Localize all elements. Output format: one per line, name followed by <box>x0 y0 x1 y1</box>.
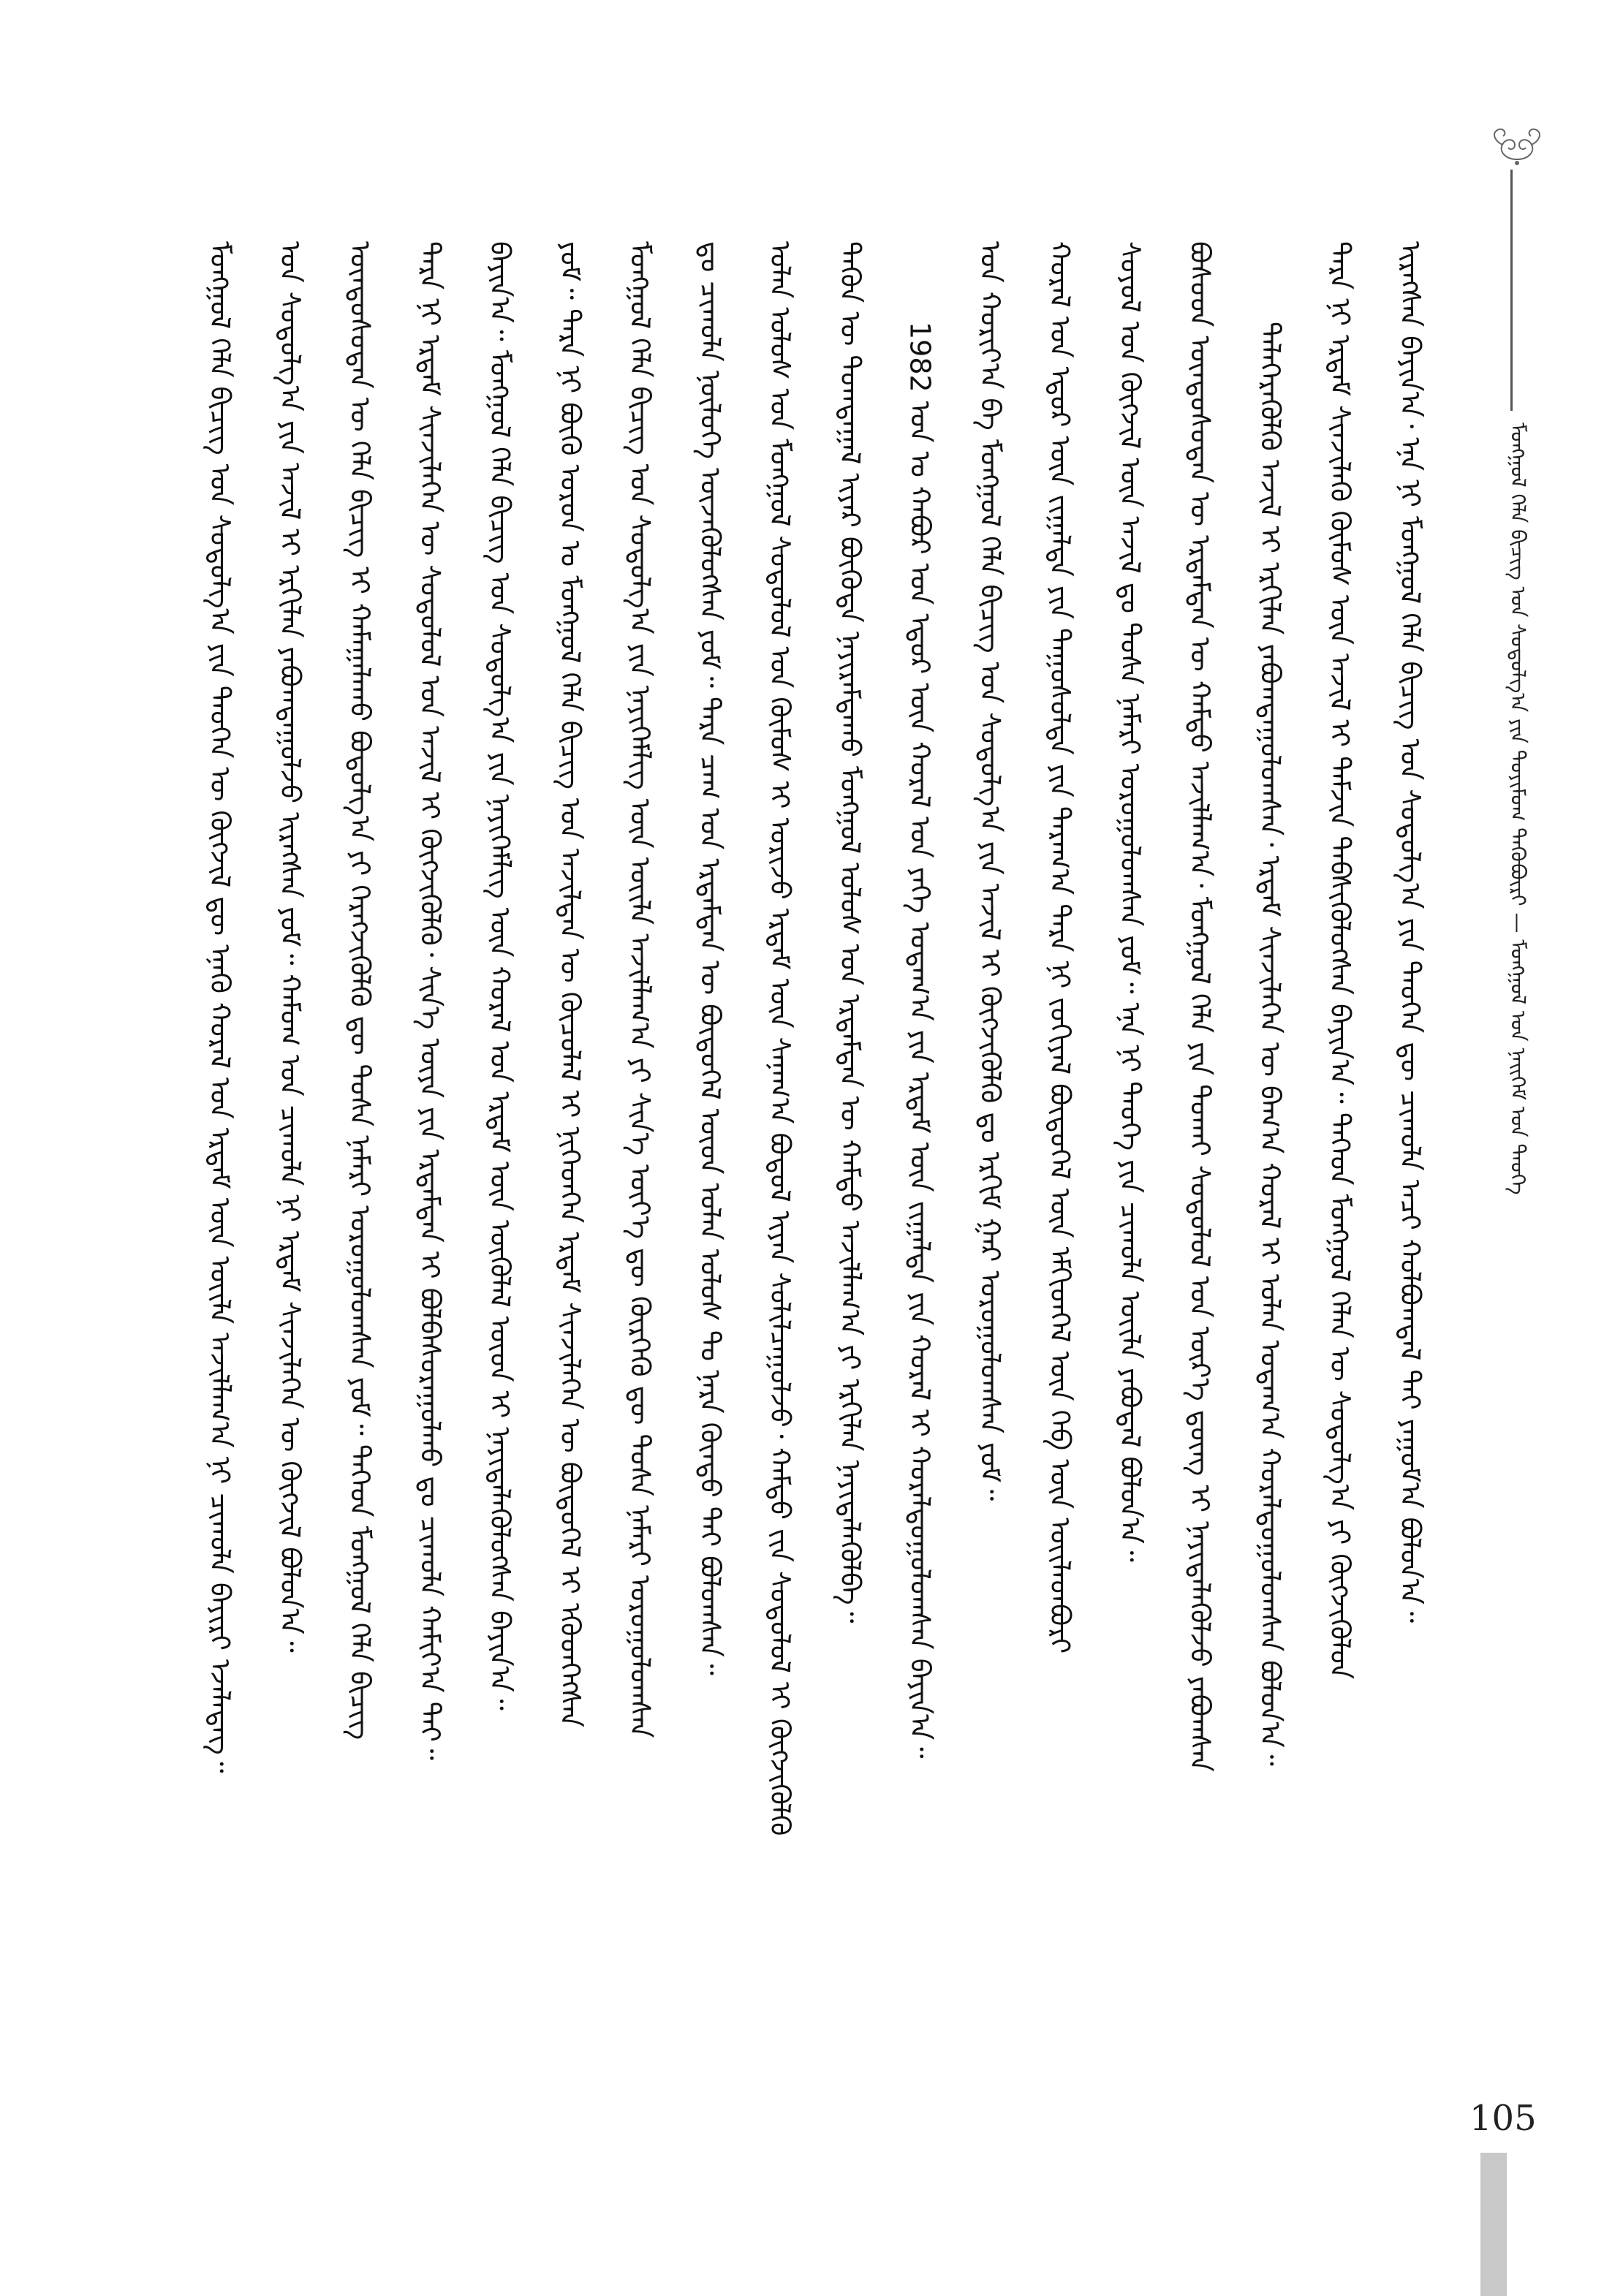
text-column: ᠲᠡᠯᠡᠭᠡᠷᠡᠭᠦᠯᠬᠦ ᠠᠵᠢᠯ ᠢ ᠡᠷᠬᠢᠯᠡᠨ ᠶᠠᠪᠤᠭᠳᠠᠭᠤᠯᠤᠭᠰᠠᠨ᠂ ᠡᠷᠳᠡᠮ ᠰᠢᠨᠵᠢᠯᠡᠭᠡᠨ ᠦ ᠪᠠᠭ᠎ᠠ ᠬᠤᠷᠠᠯ ᠢ ᠣᠯᠠᠨ ᠤᠳᠠᠭ᠎ᠠ ᠬᠤᠷᠠᠯᠳᠤᠭᠤᠯᠤᠭᠰᠠᠨ ᠪᠣᠯᠣᠨ᠎ᠠ᠃ <box>1254 322 1287 1766</box>
text-column: ᠤᠨ ᠬᠣᠷᠢᠶ᠎ᠠ ᠪᠠ ᠮᠣᠩᠭᠣᠯ ᠬᠡᠯᠡ ᠪᠢᠴᠢᠭ ᠤᠨ ᠰᠤᠳᠤᠯᠭ᠎ᠠ ᠶᠢᠨ ᠠᠵᠢᠯ ᠢ ᠬᠥᠭᠵᠢᠭᠦᠯᠬᠦ ᠳᠤ ᠡᠷᠬᠢᠮ ᠭᠠᠷ ᠣᠷᠤᠭᠤᠯᠤᠭᠰᠠᠨ ᠶᠤᠮ᠃ <box>974 241 1007 1501</box>
text-column: ᠰᠣᠶᠣᠯ ᠤᠨ ᠬᠥᠭᠵᠢᠯ ᠦᠨ ᠠᠵᠢᠯ ᠳᠤ ᠲᠤᠰᠠ ᠨᠡᠮᠡᠷᠢ ᠣᠷᠤᠭᠤᠯᠤᠭᠰᠠᠨ ᠶᠤᠮ᠃ ᠡᠨᠡ ᠨᠢ ᠲᠡᠦᠬᠡ ᠶᠢᠨ ᠴᠢᠬᠤᠯᠠ ᠦᠢᠯᠡ ᠶᠠᠪᠤᠳᠠᠯ ᠪᠣᠯᠤᠨ᠎ᠠ᠃ <box>1113 241 1146 1562</box>
text-column: ᠶᠤᠮ᠃ ᠲᠡᠷᠡ ᠨᠢ ᠪᠦᠬᠦ ᠣᠷᠣᠨ ᠤ ᠮᠣᠩᠭᠣᠯ ᠬᠡᠯᠡ ᠪᠢᠴᠢᠭ ᠤᠨ ᠠᠵᠢᠯᠲᠠᠨ ᠦ ᠬᠦᠴᠦᠯᠡᠯ ᠢ ᠨᠢᠭᠡᠳᠭᠡᠨ ᠡᠷᠳᠡᠮ ᠰᠢᠨᠵᠢᠯᠡᠭᠡᠨ ᠦ ᠪᠦᠲᠦᠭᠡᠯ ᠢ ᠡᠭᠦᠳᠬᠡᠭᠰᠡᠨ <box>553 241 586 1728</box>
header-rule <box>1510 170 1513 411</box>
text-column: ᠲᠡᠭᠦᠨ ᠦ ᠲᠣᠭᠲᠠᠭᠠᠯ ᠢᠶᠠᠷ ᠪᠦᠭᠦᠳᠡ ᠨᠠᠶᠢᠷᠠᠮᠳᠠᠬᠤ ᠮᠣᠩᠭᠣᠯ ᠤᠯᠤᠰ ᠤᠨ ᠡᠷᠳᠡᠮᠲᠡᠨ ᠦ ᠬᠠᠮᠲᠤ ᠠᠵᠢᠯᠯᠠᠭ᠎ᠠ ᠶᠢ ᠡᠷᠬᠢᠯᠡᠨ ᠨᠡᠶᠢᠲᠡᠯᠡᠭᠦᠯᠪᠡ᠃ <box>833 241 866 1624</box>
running-header: ᠮᠣᠩᠭᠣᠯ ᠬᠡᠯᠡ ᠪᠢᠴᠢᠭ ᠤᠨ ᠰᠤᠳᠤᠯᠭ᠎ᠠ ᠶᠢᠨ ᠲᠤᠶᠢᠮᠤᠭ ᠲᠡᠭᠦᠪᠦ᠋ᠷᠢ — ᠮᠣᠩᠭᠣᠯ ᠤᠨ ᠨᠡᠢᠭᠡᠮ ᠤᠨ ᠲᠡᠦᠬᠡ <box>1506 423 1530 1195</box>
text-column: ᠮᠣᠩᠭᠣᠯ ᠬᠡᠯᠡ ᠪᠢᠴᠢᠭ ᠤᠨ ᠰᠤᠳᠤᠯᠭ᠎ᠠ ᠶᠢᠨ ᠨᠡᠶᠢᠭᠡᠮᠯᠢᠭ ᠦᠨ ᠦᠢᠯᠡ ᠠᠵᠢᠯᠯᠠᠭ᠎ᠠ ᠶᠢ ᠰᠢᠨ᠎ᠡ ᠦᠶ᠎ᠡ ᠳᠦ ᠬᠦᠷᠭᠡᠬᠦ ᠳᠦ ᠲᠤᠰᠠ ᠨᠡᠮᠡᠷᠢ ᠣᠷᠤᠭᠤᠯᠤᠭᠰᠠᠨ <box>624 241 657 1738</box>
text-column: ᠳᠤ ᠴᠢᠬᠤᠯᠠ ᠨᠥᠯᠦᠭᠡ ᠦᠵᠡᠭᠦᠯᠦᠭᠰᠡᠨ ᠶᠤᠮ᠃ ᠲᠡᠷᠡ ᠴᠠᠭ ᠤᠨ ᠡᠷᠳᠡᠮᠲᠡᠨ ᠦ ᠪᠦᠲᠦᠭᠡᠯ ᠦᠳ ᠣᠯᠠᠨ ᠤᠯᠤᠰ ᠲᠤ ᠨᠡᠷᠡ ᠬᠦᠨᠳᠦ ᠲᠠᠶ ᠪᠣᠯᠤᠭᠰᠠᠨ᠃ <box>694 241 727 1675</box>
text-column: ᠲᠡᠷᠡ ᠨᠢ ᠡᠷᠳᠡᠮ ᠰᠢᠨᠵᠢᠯᠡᠭᠡᠨ ᠦ ᠰᠤᠳᠤᠯᠤᠯ ᠤᠨ ᠠᠵᠢᠯ ᠢ ᠬᠥᠭᠵᠢᠭᠦᠯᠬᠦ᠂ ᠰᠢᠨ᠎ᠡ ᠦᠶᠡ ᠶᠢᠨ ᠡᠷᠳᠡᠮᠲᠡᠨ ᠢ ᠪᠣᠯᠪᠠᠰᠤᠷᠠᠭᠤᠯᠬᠤ ᠳᠤ ᠴᠢᠬᠤᠯᠠ ᠬᠠᠮᠢᠶ᠎ᠠ ᠲᠠᠶ᠃ <box>414 241 447 1761</box>
text-column: ᠦᠨᠳᠦᠰᠦᠲᠡᠨ ᠦ ᠬᠡᠯᠡ ᠪᠢᠴᠢᠭ ᠢ ᠬᠠᠮᠠᠭᠠᠯᠠᠬᠤ ᠪᠣᠳᠤᠯᠭ᠎ᠠ ᠶᠢ ᠬᠡᠷᠡᠭᠵᠢᠭᠦᠯᠬᠦ ᠳᠦ ᠲᠤᠰᠠ ᠨᠡᠮᠡᠷᠢ ᠣᠷᠤᠭᠤᠯᠤᠭᠰᠠᠨ ᠶᠤᠮ᠃ ᠲᠡᠭᠡᠳ ᠮᠣᠩᠭᠣᠯ ᠬᠡᠯᠡ ᠪᠢᠴᠢᠭ <box>344 241 377 1740</box>
text-column: ᠢᠷᠡᠭᠰᠡᠨ ᠪᠠᠶᠢᠨ᠎ᠠ᠂ ᠡᠨᠡ ᠨᠢ ᠮᠣᠩᠭᠣᠯ ᠬᠡᠯᠡ ᠪᠢᠴᠢᠭ ᠤᠨ ᠰᠤᠳᠤᠯᠭ᠎ᠠ ᠶᠢᠨ ᠲᠡᠦᠬᠡᠨ ᠳᠦ ᠴᠢᠬᠤᠯᠠ ᠠᠴᠢ ᠬᠣᠯᠪᠣᠭᠳᠠᠯ ᠲᠠᠶ ᠶᠠᠭᠤᠮ᠎ᠠ ᠪᠣᠯᠤᠨ᠎ᠠ᠃ <box>1393 241 1426 1624</box>
text-column: ᠮᠣᠩᠭᠣᠯ ᠬᠡᠯᠡ ᠪᠢᠴᠢᠭ ᠤᠨ ᠰᠤᠳᠤᠯᠭ᠎ᠠ ᠶᠢᠨ ᠲᠡᠦᠬᠡᠨ ᠦ ᠬᠥᠭᠵᠢᠯ ᠳᠦ ᠡᠨᠡᠬᠦ ᠬᠤᠷᠠᠯ ᠤᠨ ᠡᠷᠳᠡᠮ ᠦᠨ ᠦᠢᠯᠡ ᠠᠵᠢᠯᠯᠠᠭ᠎ᠠ ᠨᠢ ᠴᠢᠬᠤᠯᠠ ᠪᠠᠶᠢᠷᠢ ᠡᠵᠡᠯᠡᠳᠡᠭ᠃ <box>204 241 236 1773</box>
ornament-icon <box>1484 123 1550 167</box>
text-column: 1982 ᠣᠨ ᠤ ᠬᠠᠪᠤᠷ ᠤᠨ ᠡᠳᠦᠷ ᠦᠨ ᠬᠤᠷᠠᠯ ᠤᠨ ᠶᠡᠬᠡ ᠤᠳᠠᠭ᠎ᠠ ᠶᠢᠨ ᠡᠷᠳᠡᠮ ᠦᠨ ᠵᠢᠭᠠᠯᠲᠠ ᠶᠢᠨ ᠬᠤᠷᠠᠯ ᠢ ᠬᠤᠷᠠᠯᠳᠤᠭᠤᠯᠤᠭᠰᠠᠨ ᠪᠠᠶᠢᠨ᠎ᠠ᠃ <box>904 322 937 1759</box>
text-column: ᠬᠤᠷᠠᠯ ᠤᠨ ᠡᠳᠦᠷ ᠦᠨ ᠵᠢᠭᠠᠯᠲᠠ ᠶᠢᠨ ᠳᠠᠭᠤᠰᠤᠯᠲᠠ ᠶᠢᠨ ᠳᠠᠷᠠᠭ᠎ᠠ ᠲᠡᠷᠡ ᠨᠢ ᠵᠣᠬᠢᠶᠠᠯ ᠪᠦᠲᠦᠭᠡᠯ ᠦᠨ ᠡᠮᠬᠢᠳᠬᠡᠯ ᠦᠨ ᠬᠡᠪ ᠦᠨ ᠦᠢᠯᠡᠳᠪᠦᠷᠢ <box>1044 241 1076 1654</box>
text-column: ᠤᠨ ᠰᠤᠳᠤᠯᠭ᠎ᠠ ᠶᠢᠨ ᠠᠵᠢᠯ ᠢ ᠡᠷᠬᠢᠯᠡᠨ ᠶᠠᠪᠤᠭᠳᠠᠭᠤᠯᠵᠤ ᠢᠷᠡᠭᠰᠡᠨ ᠶᠤᠮ᠃ ᠬᠠᠮᠤᠭ ᠤᠨ ᠴᠢᠬᠤᠯᠠ ᠨᠢ ᠡᠷᠳᠡᠮ ᠰᠢᠨᠵᠢᠯᠡᠭᠡᠨ ᠦ ᠬᠥᠭᠵᠢᠯ ᠪᠣᠯᠤᠨ᠎ᠠ᠃ <box>273 241 306 1653</box>
thumb-tab <box>1480 2153 1507 2296</box>
text-column: ᠲᠡᠷᠡ ᠨᠢ ᠡᠷᠳᠡᠮ ᠰᠢᠨᠵᠢᠯᠡᠬᠦ ᠬᠦᠮᠦᠰ ᠦᠨ ᠠᠵᠢᠯ ᠢ ᠳᠡᠮᠵᠢᠨ ᠳᠡᠪᠰᠢᠭᠦᠯᠦᠭᠰᠡᠨ ᠪᠠᠶᠢᠨ᠎ᠠ᠃ ᠲᠡᠭᠡᠳ ᠮᠣᠩᠭᠣᠯ ᠬᠡᠯᠡᠨ ᠦ ᠰᠤᠳᠤᠯᠭ᠎ᠠ ᠶᠢ ᠬᠦᠭᠵᠢᠭᠦᠯᠦᠨ <box>1324 241 1356 1680</box>
body-text <box>197 241 1433 2113</box>
text-column: ᠣᠯᠠᠨ ᠤᠯᠤᠰ ᠤᠨ ᠮᠣᠩᠭᠣᠯ ᠰᠤᠳᠤᠯᠤᠯ ᠤᠨ ᠬᠦᠮᠦᠰ ᠢ ᠤᠷᠢᠵᠤ ᠡᠷᠳᠡᠮ ᠦᠨ ᠰᠠᠨᠠᠭ᠎ᠠ ᠪᠣᠳᠤᠯ ᠢᠶᠠᠨ ᠰᠣᠯᠢᠯᠴᠠᠭᠤᠯᠵᠤ᠂ ᠬᠠᠮᠲᠤ ᠵᠢᠨ ᠰᠤᠳᠤᠯᠤᠯ ᠢ ᠬᠦᠭᠵᠢᠭᠦᠯᠬᠦ <box>764 241 796 1836</box>
text-column: ᠪᠠᠶᠢᠨ᠎ᠠ᠃ ᠮᠣᠩᠭᠣᠯ ᠬᠡᠯᠡ ᠪᠢᠴᠢᠭ ᠤᠨ ᠰᠤᠳᠤᠯᠭ᠎ᠠ ᠶᠢᠨ ᠨᠡᠶᠢᠭᠡᠮᠯᠢᠭ ᠦᠨ ᠬᠤᠷᠠᠯ ᠤᠨ ᠡᠷᠳᠡᠮ ᠦᠨ ᠥᠭᠦᠯᠡᠯ ᠦᠳ ᠢ ᠨᠡᠶᠢᠲᠡᠯᠡᠭᠦᠯᠦᠭᠰᠡᠨ ᠪᠠᠶᠢᠨ᠎ᠠ᠃ <box>484 241 516 1710</box>
text-column: ᠪᠤᠰᠤᠳ ᠦᠨᠳᠦᠰᠦᠲᠡᠨ ᠦ ᠡᠷᠳᠡᠮᠲᠡᠨ ᠦ ᠬᠠᠮᠲᠤ ᠠᠵᠢᠯᠯᠠᠭ᠎ᠠ᠂ ᠮᠣᠩᠭᠣᠯ ᠬᠡᠯᠡ ᠶᠢᠨ ᠲᠤᠬᠠᠶ ᠰᠤᠳᠤᠯᠤᠯ ᠤᠨ ᠦᠷ᠎ᠡ ᠳ᠋ᠦᠩ ᠢ ᠨᠡᠶᠢᠲᠡᠯᠡᠭᠦᠯᠵᠦ ᠶᠠᠪᠤᠭᠰᠠᠨ <box>1184 241 1217 1772</box>
page-number: 105 <box>1469 2098 1537 2139</box>
